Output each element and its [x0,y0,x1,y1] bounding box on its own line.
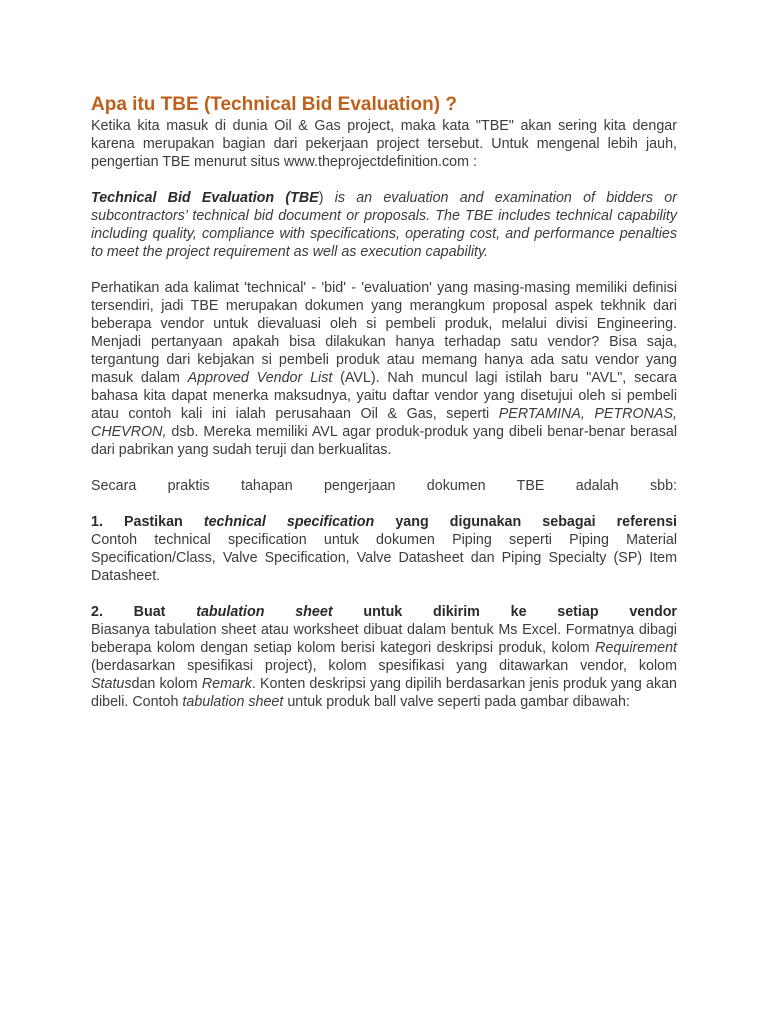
intro-paragraph: Ketika kita masuk di dunia Oil & Gas project, maka kata "TBE" akan sering kita dengar karena merupakan bagian dari pekerjaan project tersebut. Untuk mengenal lebih jauh, pengertian TBE menurut situs www.theprojectdefinition.com : [91,118,677,170]
step-2-heading-b: untuk dikirim ke setiap vendor [332,604,677,620]
company-names: PERTAMINA, PETRONAS, CHEVRON, [91,406,677,440]
requirement-term: Requirement [595,640,677,656]
article-body [91,93,677,711]
definition-paren: ) [318,190,324,206]
explanation-text-c: dsb. Mereka memiliki AVL agar produk-produk yang dibeli benar-benar berasal dari pabrikan yang sudah teruji dan berkualitas. [91,424,677,458]
step-1-body [91,531,677,585]
step-2-body-e: untuk produk ball valve seperti pada gambar dibawah: [283,694,630,710]
definition-term: Technical Bid Evaluation (TBE [91,190,319,206]
tabulation-sheet-term: tabulation sheet [182,694,284,710]
step-1-body-end: Datasheet. [91,568,161,584]
explanation-text-a: Perhatikan ada kalimat 'technical' - 'bid' - 'evaluation' yang masing-masing memiliki definisi tersendiri, jadi TBE merupakan dokumen yang merangkum proposal aspek tekhnik dari beberapa vendor untuk dievaluasi oleh si pembeli produk, melalui divisi Engineering. Menjadi pertanyaan apakah bisa dilakukan hanya terhadap satu vendor? Bisa saja, tergantung dari kebjakan si pembeli produk atau memang hanya ada satu vendor yang masuk dalam [91,280,677,386]
step-1-heading-b: yang digunakan sebagai referensi [374,514,677,530]
step-2-body-b: (berdasarkan spesifikasi project), kolom spesifikasi yang ditawarkan vendor, kolom [91,658,677,674]
step-2-body-d: . Konten deskripsi yang dipilih berdasarkan jenis produk yang akan dibeli. Contoh [91,676,678,710]
steps-intro: Secara praktis tahapan pengerjaan dokumen TBE adalah sbb: [91,478,677,494]
step-2-body-a: Biasanya tabulation sheet atau worksheet dibuat dalam bentuk Ms Excel. Formatnya dibagi beberapa kolom dengan setiap kolom berisi kategori deskripsi produk, kolom [91,622,677,656]
step-2-heading-a: 2. Buat [91,604,197,620]
explanation-text-b: (AVL). Nah muncul lagi istilah baru "AVL", secara bahasa kita dapat menerka maksudnya, yaitu daftar vendor yang disetujui oleh si pembeli atau contoh kali ini ialah perusahaan Oil & Gas, seperti [91,370,678,422]
article-title: Apa itu TBE (Technical Bid Evaluation) ? [91,94,457,115]
avl-term: Approved Vendor List [187,370,333,386]
step-2-heading [91,603,677,621]
step-2-heading-italic: tabulation sheet [196,604,333,620]
remark-term: Remark [201,676,252,692]
definition-paragraph [91,189,677,261]
step-1-heading [91,513,677,531]
explanation-paragraph [91,279,677,459]
step-2-body [91,621,677,711]
step-1-heading-italic: technical specification [203,514,375,530]
definition-text: is an evaluation and examination of bidders or subcontractors’ technical bid document or proposals. The TBE includes technical capability including quality, compliance with specifications, operating cost, and performance penalties to meet the project requirement as well as execution capability. [91,190,678,260]
step-1-body-text: Contoh technical specification untuk dokumen Piping seperti Piping Material Specification/Class, Valve Specification, Valve Datasheet dan Piping Specialty (SP) Item [91,532,677,566]
step-1-heading-a: 1. Pastikan [91,514,204,530]
step-2-body-c: dan kolom [131,676,202,692]
status-term: Status [91,676,132,692]
